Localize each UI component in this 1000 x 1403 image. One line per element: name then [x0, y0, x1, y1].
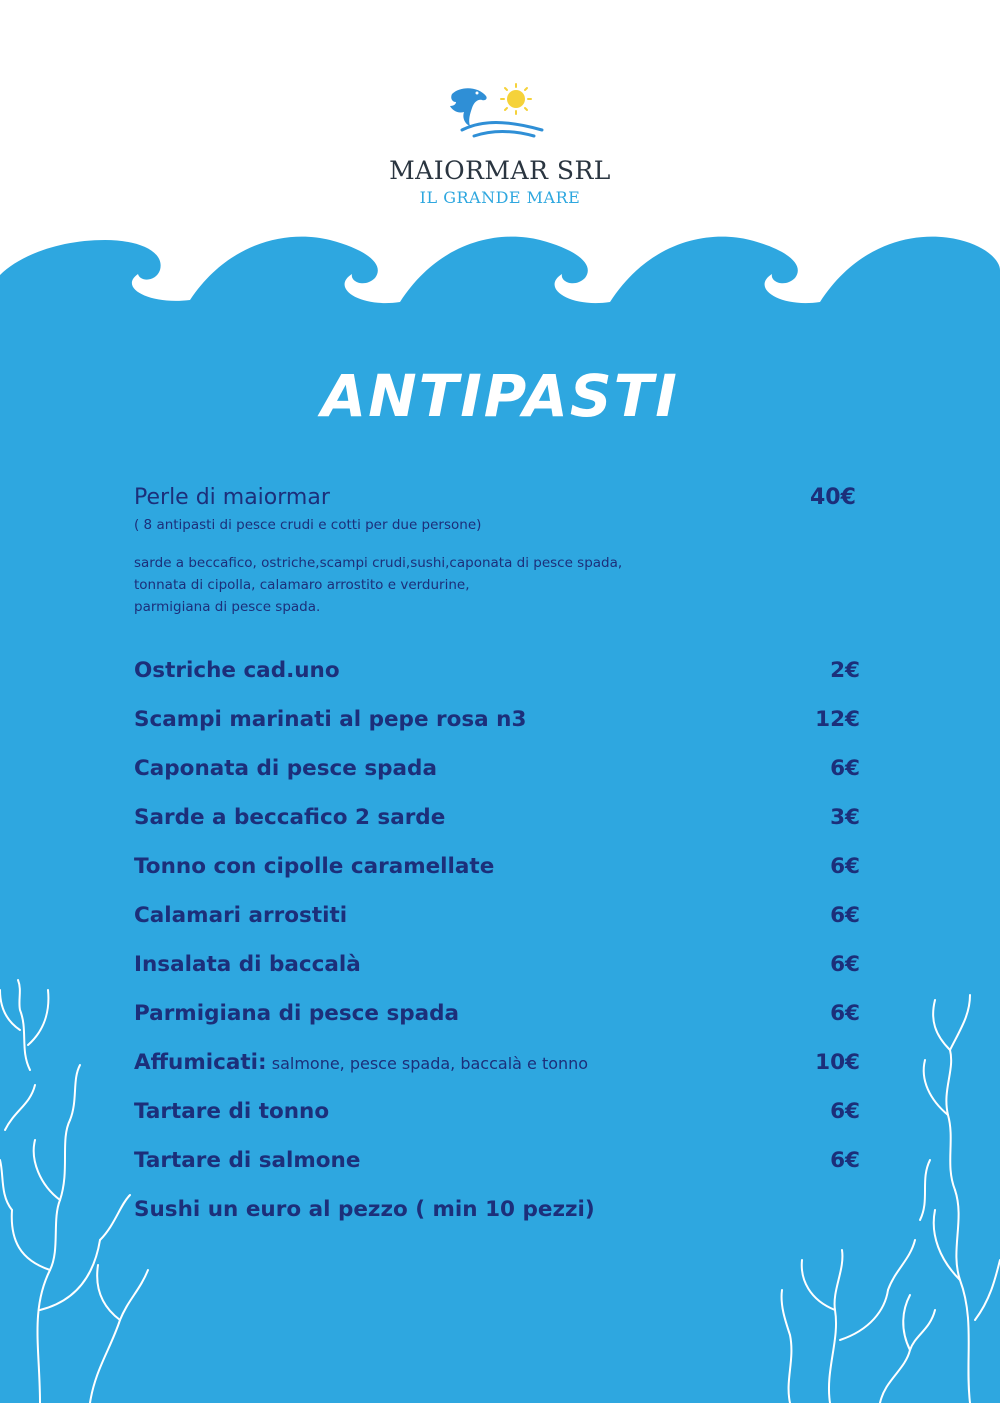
menu-item-name: Tartare di tonno	[134, 1099, 330, 1124]
featured-description-line: tonnata di cipolla, calamaro arrostito e verdurine,	[134, 577, 470, 593]
menu-item-name: Sarde a beccafico 2 sarde	[134, 805, 446, 830]
coral-left-icon	[0, 970, 150, 1403]
menu-item-name: Tartare di salmone	[134, 1148, 361, 1173]
dolphin-sun-icon	[438, 80, 548, 140]
wave-icon	[462, 123, 542, 137]
menu-item-price: 2€	[830, 658, 860, 683]
menu-item-price: 10€	[815, 1050, 860, 1075]
menu-item-name: Calamari arrostiti	[134, 903, 348, 928]
featured-item-description	[134, 552, 754, 618]
menu-item-price: 6€	[830, 1099, 860, 1124]
menu-item-price: 6€	[830, 1148, 860, 1173]
featured-description-line: sarde a beccafico, ostriche,scampi crudi,sushi,caponata di pesce spada,	[134, 555, 623, 571]
menu-item-price: 6€	[830, 1001, 860, 1026]
section-title: ANTIPASTI	[321, 362, 679, 430]
brand-name: MAIORMAR SRL	[389, 156, 611, 185]
dolphin-icon	[450, 88, 487, 126]
menu-item-name: Ostriche cad.uno	[134, 658, 340, 683]
menu-item-name: Parmigiana di pesce spada	[134, 1001, 460, 1026]
menu-item-price: 6€	[830, 903, 860, 928]
sun-icon	[501, 84, 531, 114]
menu-item-row-affumicati	[134, 1050, 588, 1075]
brand-tagline: IL GRANDE MARE	[419, 188, 581, 207]
menu-item-detail: salmone, pesce spada, baccalà e tonno	[266, 1054, 589, 1073]
featured-item-price: 40€	[810, 485, 856, 510]
menu-item-price: 12€	[815, 707, 860, 732]
coral-right-icon	[770, 990, 1000, 1403]
menu-item-name: Sushi un euro al pezzo ( min 10 pezzi)	[134, 1197, 595, 1222]
menu-item-price: 6€	[830, 854, 860, 879]
menu-item-price: 6€	[830, 952, 860, 977]
menu-item-name: Insalata di baccalà	[134, 952, 361, 977]
menu-item-name: Scampi marinati al pepe rosa n3	[134, 707, 527, 732]
featured-item-note: ( 8 antipasti di pesce crudi e cotti per due persone)	[134, 517, 482, 533]
featured-description-line: parmigiana di pesce spada.	[134, 599, 321, 615]
menu-item-name: Caponata di pesce spada	[134, 756, 437, 781]
menu-item-price: 3€	[830, 805, 860, 830]
featured-item-name: Perle di maiormar	[134, 485, 330, 510]
menu-item-price: 6€	[830, 756, 860, 781]
menu-item-name: Affumicati:	[134, 1050, 267, 1075]
menu-item-name: Tonno con cipolle caramellate	[134, 854, 495, 879]
